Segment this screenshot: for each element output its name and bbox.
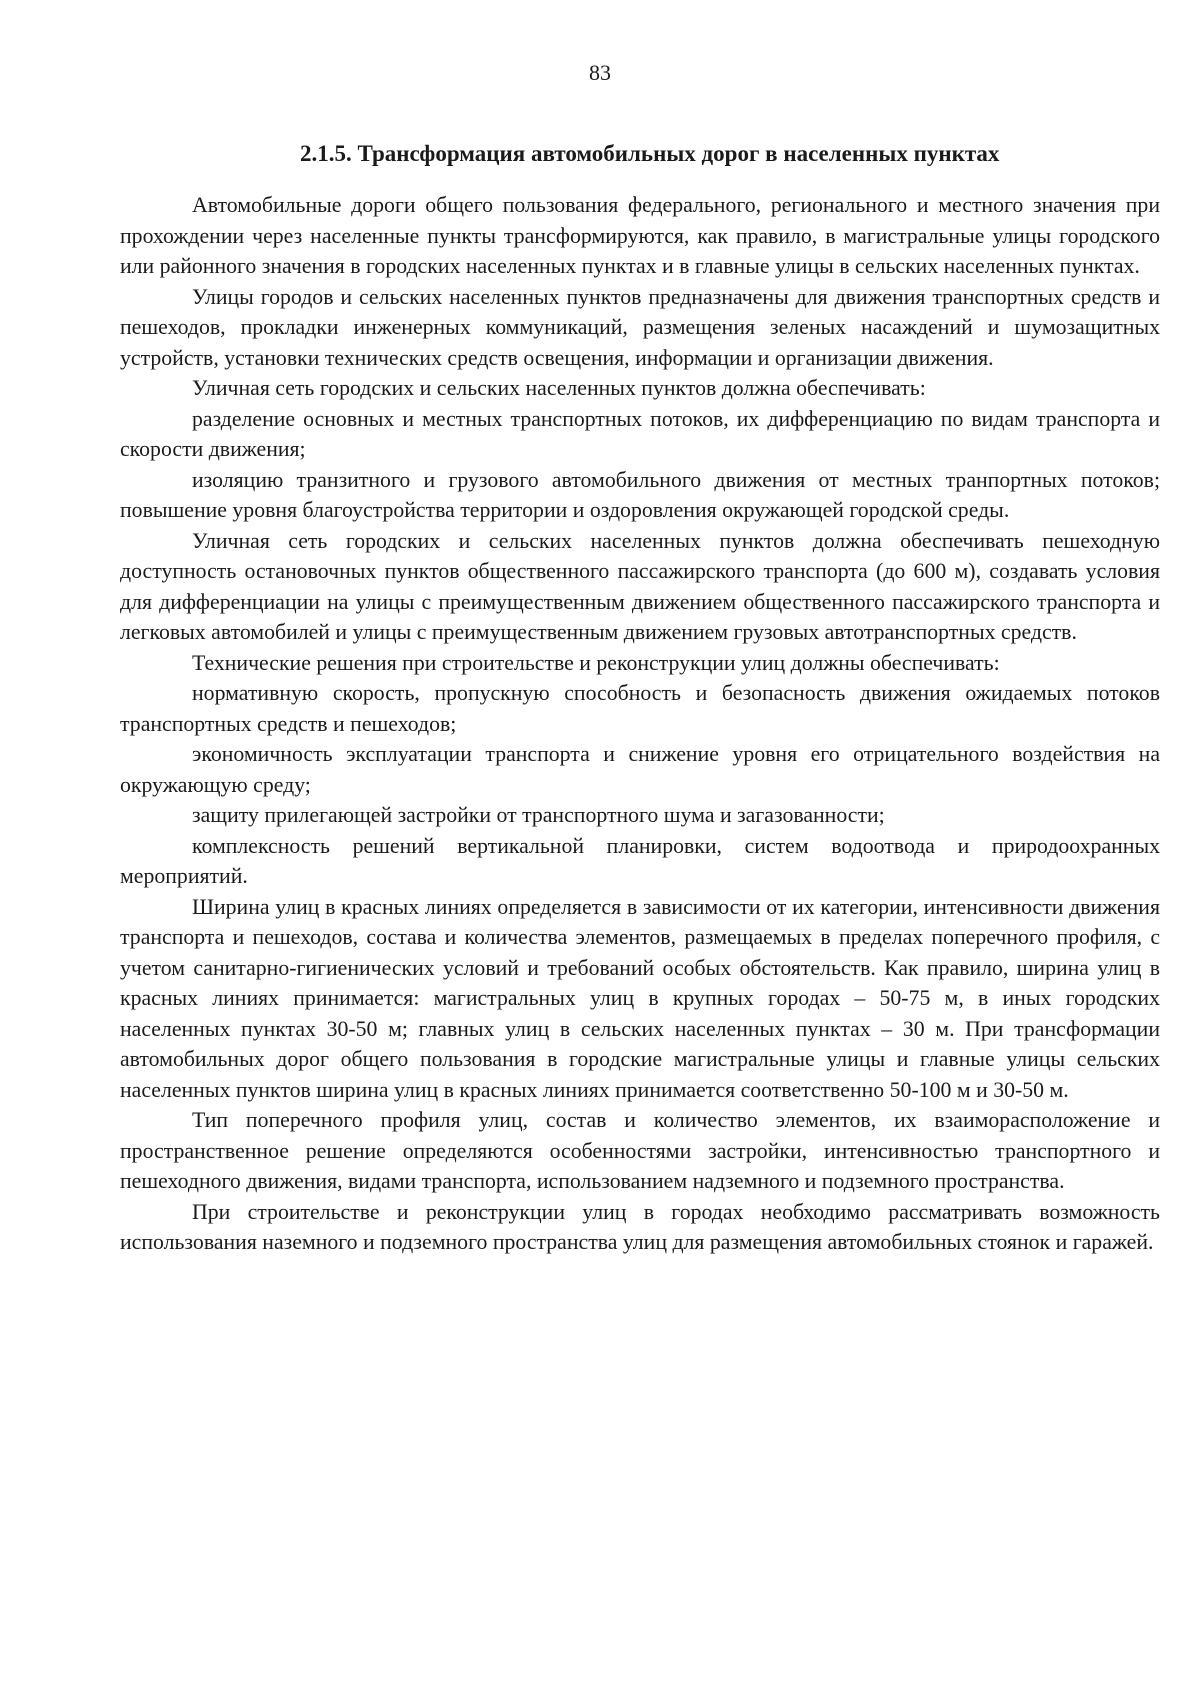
paragraph: нормативную скорость, пропускную способность и безопасность движения ожидаемых потоков транспортных средств и пешеходов; <box>120 681 1160 736</box>
page-number: 83 <box>589 60 611 85</box>
paragraph: защиту прилегающей застройки от транспортного шума и загазованности; <box>192 803 885 827</box>
paragraph: Тип поперечного профиля улиц, состав и количество элементов, их взаиморасположение и пространственное решение определяются особенностями застройки, интенсивностью транспортного и пешеходного движения, видами транспорта, использованием надземного и подземного пространства. <box>120 1108 1160 1193</box>
paragraph: Улицы городов и сельских населенных пунктов предназначены для движения транспортных средств и пешеходов, прокладки инженерных коммуникаций, размещения зеленых насаждений и шумозащитных устройств, установки технических средств освещения, информации и организации движения. <box>120 284 1160 370</box>
paragraph: Автомобильные дороги общего пользования федерального, регионального и местного значения при прохождении через населенные пункты трансформируются, как правило, в магистральные улицы городского или районного значения в городских населенных пунктах и в главные улицы в сельских населенных пунктах. <box>120 193 1160 278</box>
section-heading: 2.1.5. Трансформация автомобильных дорог в населенных пунктах <box>300 141 1000 166</box>
paragraph: изоляцию транзитного и грузового автомобильного движения от местных транпортных потоков; повышение уровня благоустройства территории и оздоровления окружающей городской среды. <box>120 467 1160 522</box>
body-text <box>120 190 1160 1258</box>
paragraph: Технические решения при строительстве и реконструкции улиц должны обеспечивать: <box>192 650 1000 675</box>
paragraph: разделение основных и местных транспортных потоков, их дифференциацию по видам транспорта и скорости движения; <box>120 406 1160 461</box>
paragraph: При строительстве и реконструкции улиц в городах необходимо рассматривать возможность использования наземного и подземного пространства улиц для размещения автомобильных стоянок и гаражей. <box>120 1199 1160 1254</box>
paragraph: комплексность решений вертикальной планировки, систем водоотвода и природоохранных мероприятий. <box>120 833 1160 888</box>
paragraph: Уличная сеть городских и сельских населенных пунктов должна обеспечивать пешеходную доступность остановочных пунктов общественного пассажирского транспорта (до 600 м), создавать условия для дифференциации на улицы с преимущественным движением общественного пассажирского транспорта и легковых автомобилей и улицы с преимущественным движением грузовых автотранспортных средств. <box>120 528 1160 644</box>
paragraph: Ширина улиц в красных линиях определяется в зависимости от их категории, интенсивности движения транспорта и пешеходов, состава и количества элементов, размещаемых в пределах поперечного профиля, с учетом санитарно-гигиенических условий и требований особых обстоятельств. Как правило, ширина улиц в красных линиях принимается: магистральных улиц в крупных городах – 50-75 м, в иных городских населенных пунктах 30-50 м; главных улиц в сельских населенных пунктах – 30 м. При трансформации автомобильных дорог общего пользования в городские магистральные улицы и главные улицы сельских населенных пунктов ширина улиц в красных линиях принимается соответственно 50-100 м и 30-50 м. <box>120 894 1160 1102</box>
paragraph: экономичность эксплуатации транспорта и снижение уровня его отрицательного воздействия на окружающую среду; <box>120 742 1160 797</box>
paragraph: Уличная сеть городских и сельских населенных пунктов должна обеспечивать: <box>192 376 926 400</box>
